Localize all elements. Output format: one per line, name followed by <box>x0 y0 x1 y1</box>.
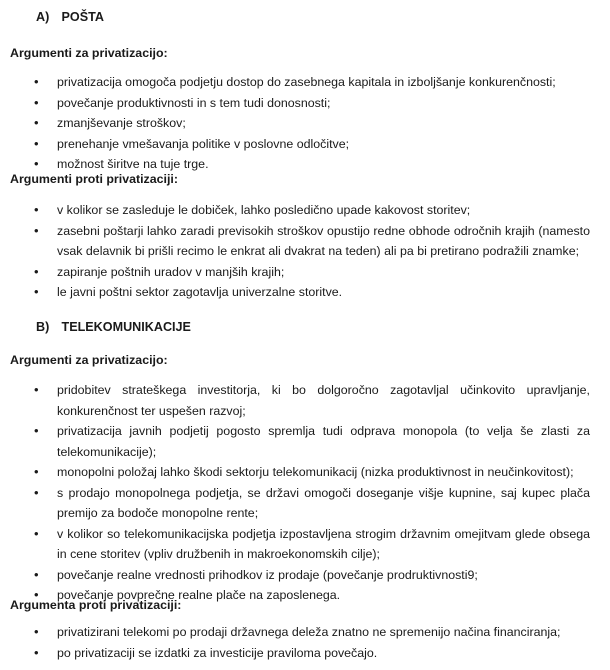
section-name: POŠTA <box>61 10 104 24</box>
list-item: • možnost širitve na tuje trge. <box>0 154 590 175</box>
list-item: • v kolikor so telekomunikacijska podjetja izpostavljena strogim državnim omejitvam glede obsega in cene storitev (vpliv družbenih in makroekonomskih cilje); <box>0 524 590 565</box>
pros-list <box>0 380 590 606</box>
list-item: • zapiranje poštnih uradov v manjših krajih; <box>0 262 590 283</box>
list-item: • povečanje realne vrednosti prihodkov iz prodaje (povečanje prodruktivnosti9; <box>0 565 590 586</box>
list-item: • s prodajo monopolnega podjetja, se državi omogoči doseganje višje kupnine, saj kupec plača premijo za bodoče monopolne rente; <box>0 483 590 524</box>
list-item: • monopolni položaj lahko škodi sektorju telekomunikacij (nizka produktivnost in neučinkovitost); <box>0 462 590 483</box>
list-item: • privatizirani telekomi po prodaji državnega deleža znatno ne spremenijo načina financiranja; <box>0 622 590 643</box>
subheading-cons: Argumenta proti privatizaciji: <box>10 598 182 612</box>
list-item: • zmanjševanje stroškov; <box>0 113 590 134</box>
section-letter: B) <box>36 320 50 334</box>
section-title-posta <box>36 10 104 24</box>
list-item: • prenehanje vmešavanja politike v poslovne odločitve; <box>0 134 590 155</box>
section-title-telekomunikacije <box>36 320 191 334</box>
list-item: • povečanje produktivnosti in s tem tudi donosnosti; <box>0 93 590 114</box>
subheading-pros: Argumenti za privatizacijo: <box>10 353 168 367</box>
cons-list <box>0 622 590 663</box>
list-item: • po privatizaciji se izdatki za investicije praviloma povečajo. <box>0 643 590 664</box>
subheading-cons: Argumenti proti privatizaciji: <box>10 172 178 186</box>
section-name: TELEKOMUNIKACIJE <box>61 320 191 334</box>
cons-list <box>0 200 590 303</box>
pros-list <box>0 72 590 175</box>
list-item: • le javni poštni sektor zagotavlja univerzalne storitve. <box>0 282 590 303</box>
list-item: • privatizacija javnih podjetij pogosto spremlja tudi odprava monopola (to velja še zlasti za telekomunikacije); <box>0 421 590 462</box>
list-item: • v kolikor se zasleduje le dobiček, lahko posledično upade kakovost storitev; <box>0 200 590 221</box>
list-item: • pridobitev strateškega investitorja, ki bo dolgoročno zagotavljal učinkovito upravljanje, konkurenčnost ter uspešen razvoj; <box>0 380 590 421</box>
section-letter: A) <box>36 10 50 24</box>
list-item: • povečanje povprečne realne plače na zaposlenega. <box>0 585 590 606</box>
list-item: • zasebni poštarji lahko zaradi previsokih stroškov opustijo redne obhode odročnih krajih (namesto vsak delavnik bi prišli recimo le enkrat ali dvakrat na teden) ali pa bi pretirano podražili znamke; <box>0 221 590 262</box>
subheading-pros: Argumenti za privatizacijo: <box>10 46 168 60</box>
list-item: • privatizacija omogoča podjetju dostop do zasebnega kapitala in izboljšanje konkurenčnosti; <box>0 72 590 93</box>
